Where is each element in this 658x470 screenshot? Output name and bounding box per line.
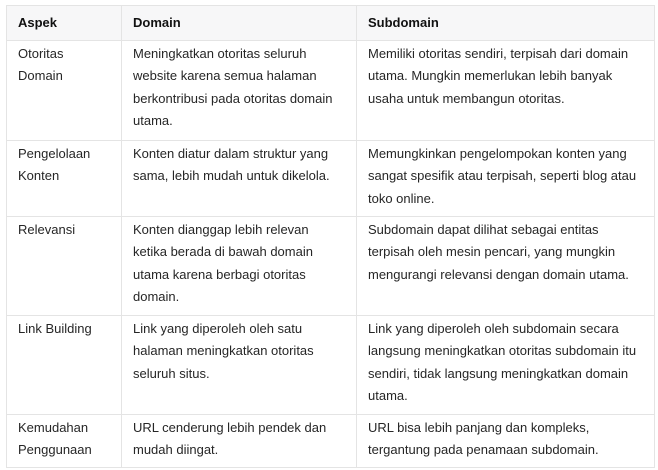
cell-subdomain: Memiliki otoritas sendiri, terpisah dari domain utama. Mungkin memerlukan lebih banyak usaha untuk membangun otoritas. — [357, 40, 655, 140]
cell-subdomain: Subdomain dapat dilihat sebagai entitas terpisah oleh mesin pencari, yang mungkin mengurangi relevansi dengan domain utama. — [357, 216, 655, 315]
comparison-table-container — [6, 5, 654, 468]
table-row — [7, 414, 655, 467]
table-row — [7, 140, 655, 216]
cell-subdomain: Memungkinkan pengelompokan konten yang sangat spesifik atau terpisah, seperti blog atau toko online. — [357, 140, 655, 216]
table-body — [7, 40, 655, 467]
table-row — [7, 216, 655, 315]
table-header — [7, 6, 655, 41]
comparison-table — [6, 5, 655, 468]
cell-aspect: Otoritas Domain — [7, 40, 122, 140]
cell-aspect: Kemudahan Penggunaan — [7, 414, 122, 467]
cell-aspect: Relevansi — [7, 216, 122, 315]
cell-aspect: Link Building — [7, 315, 122, 414]
header-aspect: Aspek — [7, 6, 122, 41]
header-domain: Domain — [122, 6, 357, 41]
table-row — [7, 315, 655, 414]
cell-aspect: Pengelolaan Konten — [7, 140, 122, 216]
cell-domain: Konten dianggap lebih relevan ketika berada di bawah domain utama karena berbagi otoritas domain. — [122, 216, 357, 315]
cell-domain: Link yang diperoleh oleh satu halaman meningkatkan otoritas seluruh situs. — [122, 315, 357, 414]
cell-subdomain: Link yang diperoleh oleh subdomain secara langsung meningkatkan otoritas subdomain itu sendiri, tidak langsung meningkatkan domain utama. — [357, 315, 655, 414]
cell-subdomain: URL bisa lebih panjang dan kompleks, tergantung pada penamaan subdomain. — [357, 414, 655, 467]
header-row — [7, 6, 655, 41]
table-row — [7, 40, 655, 140]
cell-domain: URL cenderung lebih pendek dan mudah diingat. — [122, 414, 357, 467]
cell-domain: Meningkatkan otoritas seluruh website karena semua halaman berkontribusi pada otoritas domain utama. — [122, 40, 357, 140]
cell-domain: Konten diatur dalam struktur yang sama, lebih mudah untuk dikelola. — [122, 140, 357, 216]
header-subdomain: Subdomain — [357, 6, 655, 41]
